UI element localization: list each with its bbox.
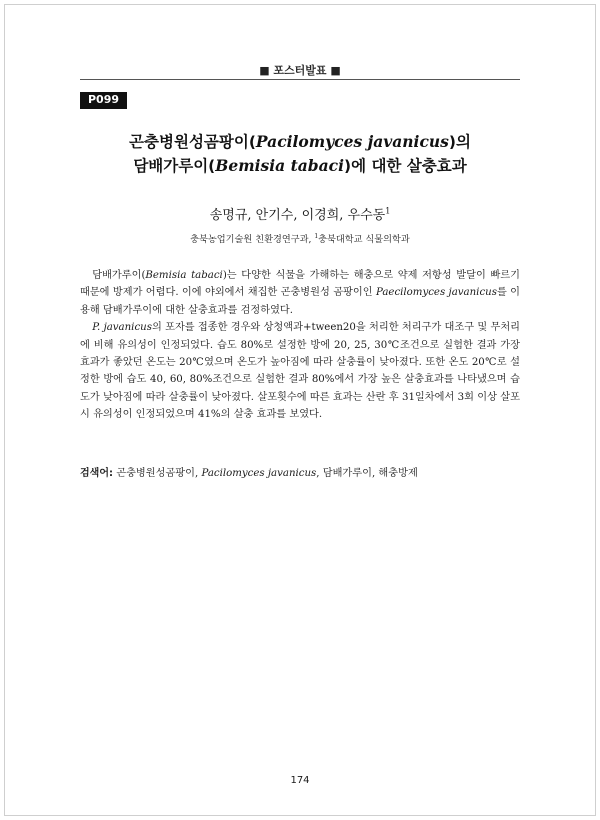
title-text: )의 bbox=[448, 133, 471, 151]
keywords bbox=[80, 465, 520, 482]
keywords-species: Pacilomyces javanicus bbox=[201, 468, 317, 479]
title-species: Bemisia tabaci bbox=[215, 156, 344, 175]
affiliation-mark: 1 bbox=[314, 232, 319, 240]
title-text: )에 대한 살충효과 bbox=[343, 157, 467, 175]
affiliation-2: 충북대학교 식물의학과 bbox=[318, 234, 410, 245]
author-names: 송명규, 안기수, 이경희, 우수동 bbox=[209, 208, 386, 223]
abstract-text: )는 다양한 식물을 가해하는 해충으로 약제 저항성 발달이 빠르기 때문에 방제가 어렵다. 이에 야외에서 채집한 곤충병원성 곰팡이인 bbox=[80, 270, 520, 299]
title-text: 곤충병원성곰팡이( bbox=[129, 133, 256, 151]
title-species: Pacilomyces javanicus bbox=[255, 132, 449, 151]
abstract-paragraph-2 bbox=[80, 319, 520, 423]
section-header: ■ 포스터발표 ■ bbox=[259, 64, 341, 77]
title-line-2 bbox=[80, 154, 520, 178]
abstract-species: P. javanicus bbox=[92, 322, 152, 334]
abstract-paragraph-1 bbox=[80, 267, 520, 319]
author-list bbox=[80, 204, 520, 223]
title-text: 담배가루이( bbox=[133, 157, 216, 175]
author-affil-mark: 1 bbox=[385, 206, 391, 216]
abstract-species: Paecilomyces javanicus bbox=[375, 287, 497, 299]
title-line-1 bbox=[80, 130, 520, 154]
keywords-text: 곤충병원성곰팡이, bbox=[112, 468, 202, 479]
poster-code-badge: P099 bbox=[80, 92, 127, 109]
header-rule bbox=[80, 79, 520, 80]
paper-title bbox=[80, 130, 520, 178]
keywords-label: 검색어: bbox=[80, 468, 113, 479]
affiliation-1: 충북농업기술원 친환경연구과, bbox=[190, 234, 312, 245]
abstract-species: Bemisia tabaci bbox=[145, 270, 223, 281]
keywords-text: , 담배가루이, 해충방제 bbox=[316, 468, 418, 479]
abstract-text: 의 포자를 접종한 경우와 상청액과+tween20을 처리한 처리구가 대조구 및 무처리에 비해 유의성이 인정되었다. 습도 80%로 설정한 방에 20, 25, 30℃조건으로 실험한 결과 가장 효과가 좋았던 온도는 20℃였으며 온도가 높아짐에 따라 살충률이 낮아졌다. 또한 온도 20℃로 설정한 방에 습도 40, 60, 80%조건으로 실험한 결과 80%에서 가장 높은 살충효과를 나타냈으며 습도가 낮아짐에 따라 살충률이 낮아졌다. 살포횟수에 따른 효과는 산란 후 31일차에서 3회 이상 살포시 유의성이 인정되었으며 41%의 살충 효과를 보였다. bbox=[80, 322, 521, 421]
affiliation bbox=[80, 231, 520, 245]
abstract bbox=[80, 267, 520, 424]
page-number: 174 bbox=[290, 775, 310, 786]
abstract-text: 를 이용해 담배가루이에 대한 살충효과를 검정하였다. bbox=[80, 287, 520, 316]
abstract-text: 담배가루이( bbox=[92, 270, 146, 281]
